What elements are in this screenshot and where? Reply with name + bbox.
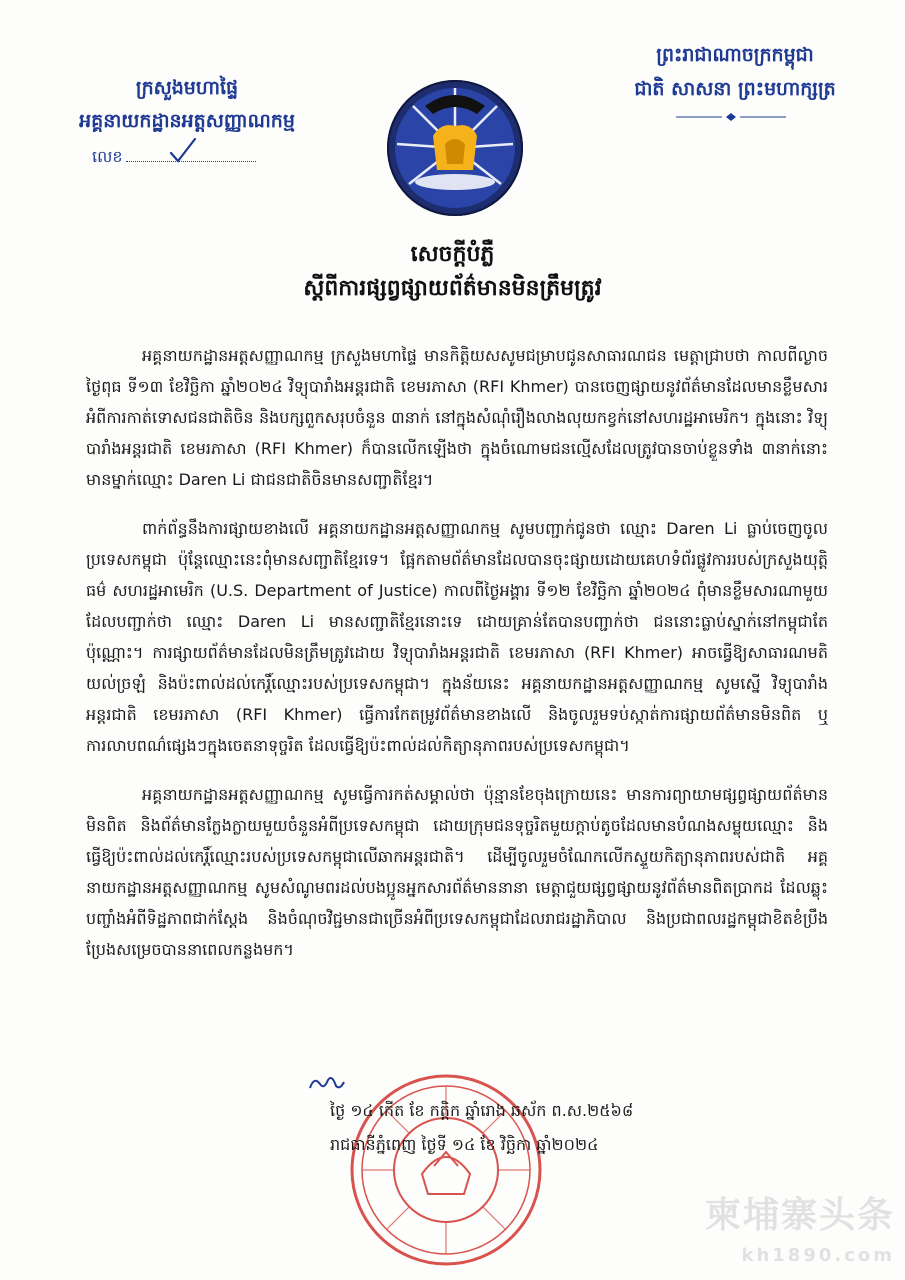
ministry-header bbox=[62, 72, 312, 138]
document-body bbox=[86, 340, 828, 983]
paragraph-2: ពាក់ព័ន្ធនឹងការផ្សាយខាងលើ អគ្គនាយកដ្ឋានអត្តសញ្ញាណកម្ម សូមបញ្ជាក់ជូនថា ឈ្មោះ Daren Li ធ្លាប់ចេញចូលប្រទេសកម្ពុជា ប៉ុន្តែឈ្មោះនេះពុំមានសញ្ជាតិខ្មែរទេ។ ផ្អែកតាមព័ត៌មានដែលបានចុះផ្សាយដោយគេហទំព័រផ្លូវការរបស់ក្រសួងយុត្តិធម៌ សហរដ្ឋអាមេរិក (U.S. Department of Justice) កាលពីថ្ងៃអង្គារ ទី១២ ខែវិច្ឆិកា ឆ្នាំ២០២៤ ពុំមានខ្លឹមសារណាមួយដែលបញ្ជាក់ថា ឈ្មោះ Daren Li មានសញ្ជាតិខ្មែរនោះទេ ដោយគ្រាន់តែបានបញ្ជាក់ថា ជននោះធ្លាប់ស្នាក់នៅកម្ពុជាតែប៉ុណ្ណោះ។ ការផ្សាយព័ត៌មានដែលមិនត្រឹមត្រូវដោយ វិទ្យុបារាំងអន្តរជាតិ ខេមរភាសា (RFI Khmer) អាចធ្វើឱ្យសាធារណមតិយល់ច្រឡំ និងប៉ះពាល់ដល់កេរ្តិ៍ឈ្មោះរបស់ប្រទេសកម្ពុជា។ ក្នុងន័យនេះ អគ្គនាយកដ្ឋានអត្តសញ្ញាណកម្ម សូមស្នើ វិទ្យុបារាំងអន្តរជាតិ ខេមរភាសា (RFI Khmer) ធ្វើការកែតម្រូវព័ត៌មានខាងលើ និងចូលរួមទប់ស្កាត់ការផ្សាយព័ត៌មានមិនពិត ឬការលាបពណ៌ផ្សេងៗក្នុងចេតនាទុច្ចរិត ដែលធ្វើឱ្យប៉ះពាល់ដល់កិត្យានុភាពរបស់ប្រទេសកម្ពុជា។ bbox=[86, 519, 828, 755]
paragraph-1: អគ្គនាយកដ្ឋានអត្តសញ្ញាណកម្ម ក្រសួងមហាផ្ទៃ មានកិត្តិយសសូមជម្រាបជូនសាធារណជន មេត្តាជ្រាបថា កាលពីល្ងាចថ្ងៃពុធ ទី១៣ ខែវិច្ឆិកា ឆ្នាំ២០២៤ វិទ្យុបារាំងអន្តរជាតិ ខេមរភាសា (RFI Khmer) បានចេញផ្សាយនូវព័ត៌មានដែលមានខ្លឹមសារអំពីការកាត់ទោសជនជាតិចិន និងបក្សពួកសរុបចំនួន ៣នាក់ នៅក្នុងសំណុំរឿងលាងលុយកខ្វក់នៅសហរដ្ឋអាមេរិក។ ក្នុងនោះ វិទ្យុបារាំងអន្តរជាតិ ខេមរភាសា (RFI Khmer) ក៏បានលើកឡើងថា ក្នុងចំណោមជនល្មើសដែលត្រូវបានចាប់ខ្លួនទាំង ៣នាក់នោះ មានម្នាក់ឈ្មោះ Daren Li ជាជនជាតិចិនមានសញ្ជាតិខ្មែរ។ bbox=[86, 346, 828, 489]
national-motto: ជាតិ សាសនា ព្រះមហាក្សត្រ bbox=[634, 78, 836, 100]
title-line-2: ស្តីពីការផ្សព្វផ្សាយព័ត៌មានមិនត្រឹមត្រូវ bbox=[303, 276, 602, 301]
kingdom-name: ព្រះរាជាណាចក្រកម្ពុជា bbox=[656, 44, 814, 66]
date-signature-block bbox=[330, 1094, 830, 1162]
handwritten-mark-icon bbox=[306, 1072, 346, 1094]
checkmark-icon bbox=[168, 136, 198, 166]
solar-date: រាជធានីភ្នំពេញ ថ្ងៃទី ១៤ ខែ វិច្ឆិកា ឆ្នាំ២០២៤ bbox=[330, 1135, 599, 1154]
department-name: អគ្គនាយកដ្ឋានអត្តសញ្ញាណកម្ម bbox=[79, 110, 295, 132]
watermark-site: kh1890.com bbox=[741, 1245, 895, 1266]
kingdom-header bbox=[610, 38, 860, 106]
site-watermark bbox=[645, 1196, 895, 1276]
reference-label: លេខ bbox=[92, 147, 123, 166]
ornament-divider-icon bbox=[676, 112, 786, 122]
lunar-date: ថ្ងៃ ១៤ កើត ខែ កត្តិក ឆ្នាំរោង ឆស័ក ព.ស.២៥៦៨ bbox=[330, 1101, 634, 1120]
title-line-1: សេចក្តីបំភ្លឺ bbox=[410, 242, 495, 267]
paragraph-3: អគ្គនាយកដ្ឋានអត្តសញ្ញាណកម្ម សូមធ្វើការកត់សម្គាល់ថា ប៉ុន្មានខែចុងក្រោយនេះ មានការព្យាយាមផ្សព្វផ្សាយព័ត៌មានមិនពិត និងព័ត៌មានក្លែងក្លាយមួយចំនួនអំពីប្រទេសកម្ពុជា ដោយក្រុមជនទុច្ចរិតមួយក្តាប់តូចដែលមានបំណងសម្លុយឈ្មោះ និងធ្វើឱ្យប៉ះពាល់ដល់កេរ្តិ៍ឈ្មោះរបស់ប្រទេសកម្ពុជាលើឆាកអន្តរជាតិ។ ដើម្បីចូលរួមចំណែកលើកស្ទួយកិត្យានុភាពរបស់ជាតិ អគ្គនាយកដ្ឋានអត្តសញ្ញាណកម្ម សូមសំណូមពរដល់បងប្អូនអ្នកសារព័ត៌មាននានា មេត្តាជួយផ្សព្វផ្សាយនូវព័ត៌មានពិតប្រាកដ ដែលឆ្លុះបញ្ចាំងអំពីទិដ្ឋភាពជាក់ស្តែង និងចំណុចវិជ្ជមានជាច្រើនអំពីប្រទេសកម្ពុជាដែលរាជរដ្ឋាភិបាល និងប្រជាពលរដ្ឋកម្ពុជាខិតខំប្រឹងប្រែងសម្រេចបាននាពេលកន្លងមក។ bbox=[86, 785, 828, 959]
ministry-name: ក្រសួងមហាផ្ទៃ bbox=[135, 77, 239, 99]
department-emblem-logo bbox=[385, 78, 525, 218]
document-title bbox=[0, 238, 905, 306]
watermark-title: 柬埔寨头条 bbox=[704, 1195, 895, 1236]
